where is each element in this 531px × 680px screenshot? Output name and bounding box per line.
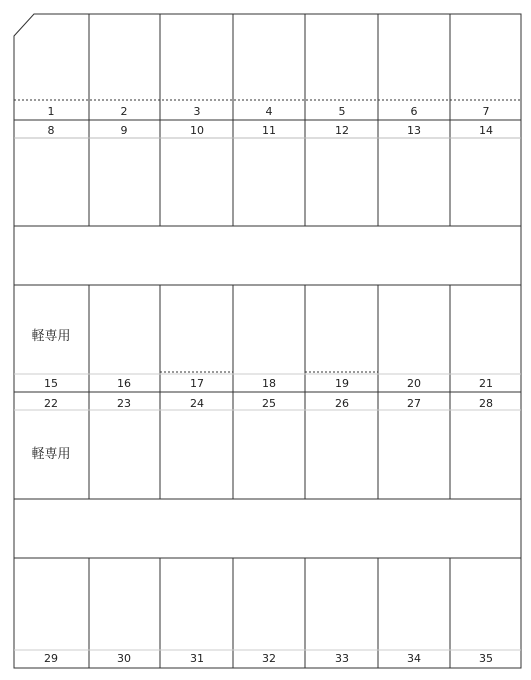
stall-number-10: 10 <box>190 124 204 137</box>
stall-number-32: 32 <box>262 652 276 665</box>
stall-number-31: 31 <box>190 652 204 665</box>
stall-number-22: 22 <box>44 397 58 410</box>
kei-only-label-22: 軽専用 <box>31 447 71 462</box>
stall-number-7: 7 <box>482 105 490 118</box>
stall-number-14: 14 <box>479 124 493 137</box>
stall-number-12: 12 <box>335 124 349 137</box>
stall-number-24: 24 <box>190 397 204 410</box>
stall-numbers <box>44 105 493 665</box>
stall-number-35: 35 <box>479 652 493 665</box>
stall-number-25: 25 <box>262 397 276 410</box>
stall-number-26: 26 <box>335 397 349 410</box>
stall-number-21: 21 <box>479 377 493 390</box>
stall-number-34: 34 <box>407 652 421 665</box>
stall-number-16: 16 <box>117 377 131 390</box>
stall-number-27: 27 <box>407 397 421 410</box>
stall-number-28: 28 <box>479 397 493 410</box>
aisle-1 <box>14 226 521 285</box>
stall-number-29: 29 <box>44 652 58 665</box>
stall-number-23: 23 <box>117 397 131 410</box>
stall-number-11: 11 <box>262 124 276 137</box>
stall-number-30: 30 <box>117 652 131 665</box>
stall-number-19: 19 <box>335 377 349 390</box>
stall-number-18: 18 <box>262 377 276 390</box>
stall-number-5: 5 <box>338 105 346 118</box>
stall-number-33: 33 <box>335 652 349 665</box>
stall-number-13: 13 <box>407 124 421 137</box>
stall-number-3: 3 <box>193 105 201 118</box>
stall-number-1: 1 <box>47 105 55 118</box>
stall-number-8: 8 <box>47 124 55 137</box>
aisle-2 <box>14 499 521 558</box>
stall-number-15: 15 <box>44 377 58 390</box>
kei-only-label-15: 軽専用 <box>31 329 71 344</box>
stall-number-20: 20 <box>407 377 421 390</box>
stall-number-9: 9 <box>120 124 128 137</box>
block-b <box>14 285 521 499</box>
stall-number-17: 17 <box>190 377 204 390</box>
block-a <box>14 14 521 226</box>
stall-number-4: 4 <box>265 105 273 118</box>
stall-number-2: 2 <box>120 105 128 118</box>
stall-number-6: 6 <box>410 105 418 118</box>
